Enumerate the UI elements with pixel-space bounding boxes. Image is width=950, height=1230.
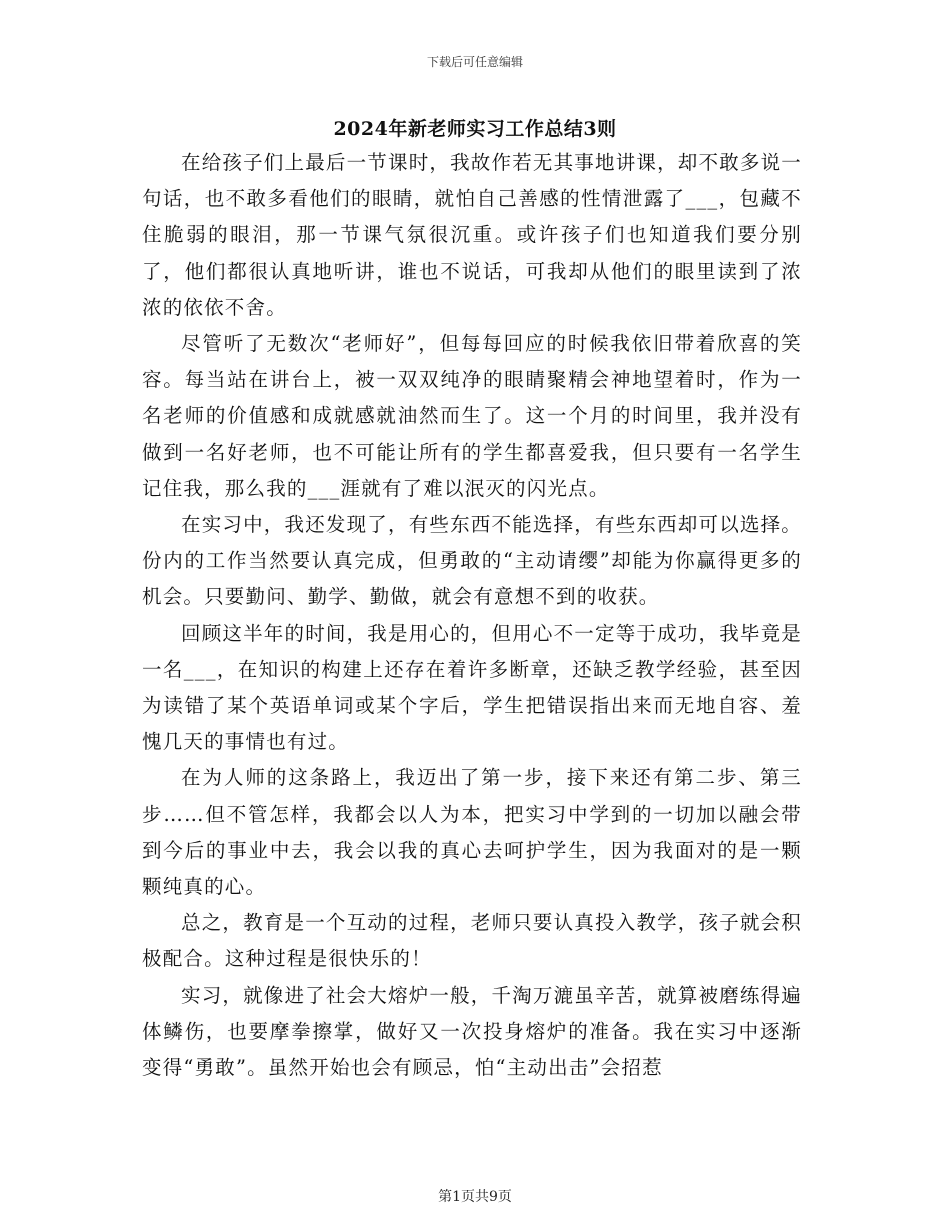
- page-number: 第1页共9页: [438, 1189, 512, 1205]
- paragraph-5: 在为人师的这条路上，我迈出了第一步，接下来还有第二步、第三步……但不管怎样，我都会以人为本，把实习中学到的一切加以融会带到今后的事业中去，我会以我的真心去呵护学生，因为我面对的是一颗颗纯真的心。: [142, 766, 802, 899]
- paragraph-2: 尽管听了无数次“老师好”，但每每回应的时候我依旧带着欣喜的笑容。每当站在讲台上，被一双双纯净的眼睛聚精会神地望着时，作为一名老师的价值感和成就感就油然而生了。这一个月的时间里，我并没有做到一名好老师，也不可能让所有的学生都喜爱我，但只要有一名学生记住我，那么我的___涯就有了难以泯灭的闪光点。: [142, 332, 802, 500]
- document-body: [142, 145, 802, 1086]
- paragraph-1: 在给孩子们上最后一节课时，我故作若无其事地讲课，却不敢多说一句话，也不敢多看他们的眼睛，就怕自己善感的性情泄露了___，包藏不住脆弱的眼泪，那一节课气氛很沉重。或许孩子们也知道我们要分别了，他们都很认真地听讲，谁也不说话，可我却从他们的眼里读到了浓浓的依依不舍。: [142, 151, 803, 319]
- paragraph-3: 在实习中，我还发现了，有些东西不能选择，有些东西却可以选择。份内的工作当然要认真完成，但勇敢的“主动请缨”却能为你赢得更多的机会。只要勤问、勤学、勤做，就会有意想不到的收获。: [142, 513, 803, 609]
- paragraph-7: 实习，就像进了社会大熔炉一般，千淘万漉虽辛苦，就算被磨练得遍体鳞伤，也要摩拳擦掌，做好又一次投身熔炉的准备。我在实习中逐渐变得“勇敢”。虽然开始也会有顾忌，怕“主动出击”会招惹: [142, 983, 803, 1080]
- header-note: 下载后可任意编辑: [426, 55, 523, 69]
- document-title: 2024年新老师实习工作总结3则: [333, 118, 617, 140]
- paragraph-4: 回顾这半年的时间，我是用心的，但用心不一定等于成功，我毕竟是一名___，在知识的构建上还存在着许多断章，还缺乏教学经验，甚至因为读错了某个英语单词或某个字后，学生把错误指出来而无地自容、羞愧几天的事情也有过。: [142, 621, 803, 754]
- paragraph-6: 总之，教育是一个互动的过程，老师只要认真投入教学，孩子就会积极配合。这种过程是很快乐的！: [142, 911, 803, 971]
